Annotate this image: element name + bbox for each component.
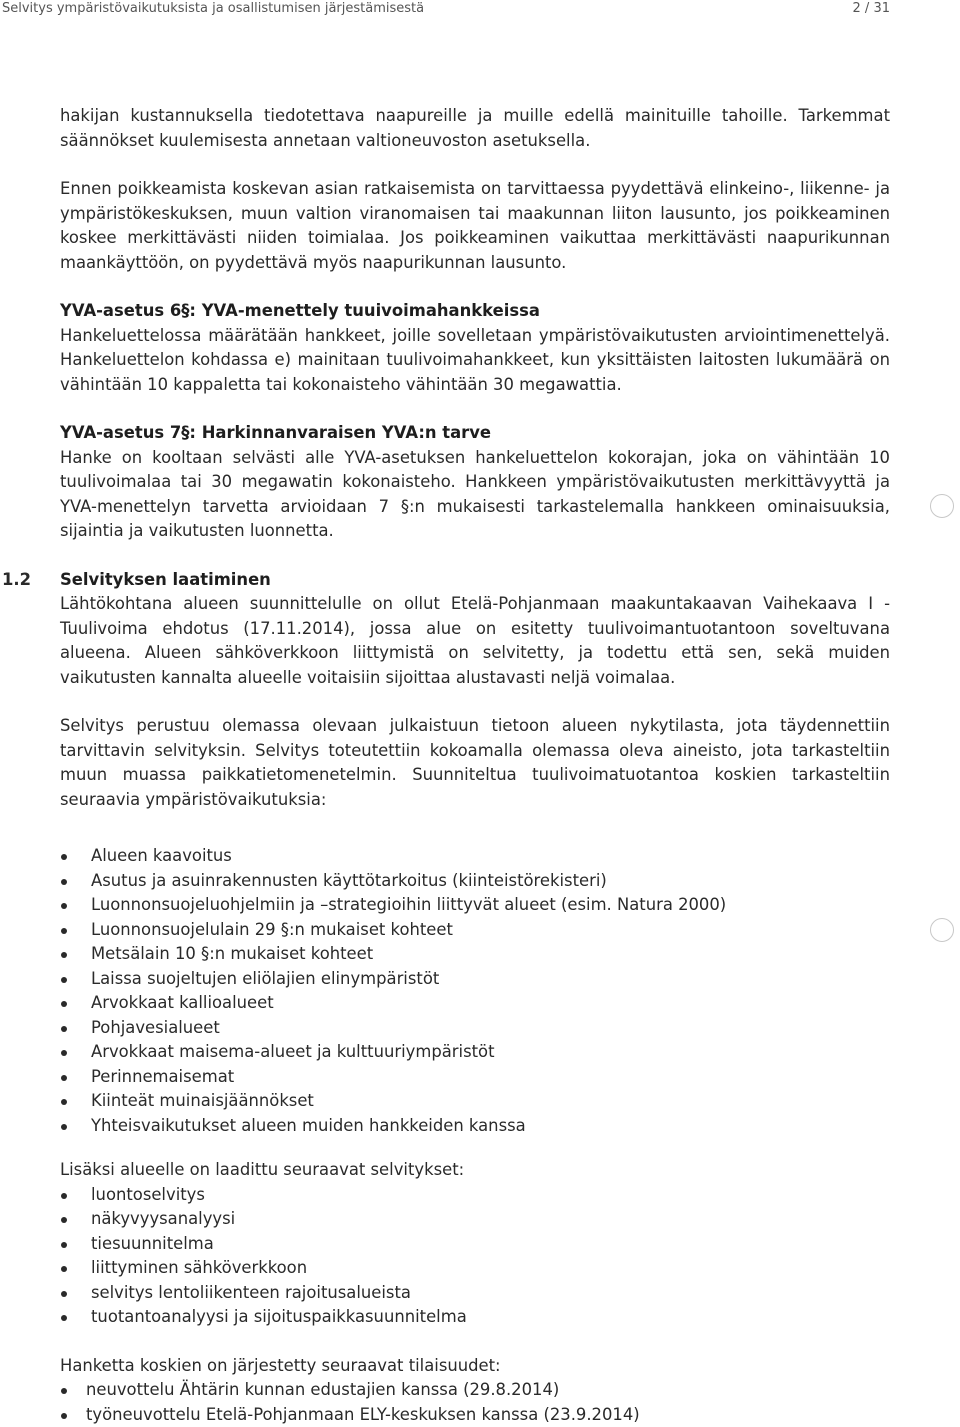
page-number: 2 / 31	[853, 1, 890, 16]
list-item: Yhteisvaikutukset alueen muiden hankkeiden kanssa	[60, 1114, 890, 1139]
section-1-2-body-1: Lähtökohtana alueen suunnittelulle on ollut Etelä-Pohjanmaan maakuntakaavan Vaihekaava I - Tuulivoima ehdotus (17.11.2014), jossa alue on esitetty tuulivoimantuotantoon soveltuvana alueena. Alueen sähköverkkoon liittymistä on selvitetty, ja todettu että sen, sekä muiden vaikutusten kannalta alueelle voitaisiin sijoittaa alustavasti neljä voimalaa.	[60, 592, 890, 690]
document-title: Selvitys ympäristövaikutuksista ja osallistumisen järjestämisestä	[2, 1, 424, 16]
list-item: Asutus ja asuinrakennusten käyttötarkoitus (kiinteistörekisteri)	[60, 869, 890, 894]
list-item: neuvottelu Ähtärin kunnan edustajien kanssa (29.8.2014)	[60, 1378, 890, 1403]
list-item: näkyvyysanalyysi	[60, 1207, 890, 1232]
page-header	[0, 0, 960, 22]
list-item: liittyminen sähköverkkoon	[60, 1256, 890, 1281]
list-item: työneuvottelu Etelä-Pohjanmaan ELY-keskuksen kanssa (23.9.2014)	[60, 1403, 890, 1427]
list-item: Kiinteät muinaisjäännökset	[60, 1089, 890, 1114]
list-item: luontoselvitys	[60, 1183, 890, 1208]
list-item: Metsälain 10 §:n mukaiset kohteet	[60, 942, 890, 967]
list-item: Perinnemaisemat	[60, 1065, 890, 1090]
impacts-list	[60, 844, 890, 1138]
surveys-intro: Lisäksi alueelle on laadittu seuraavat selvitykset:	[60, 1158, 890, 1183]
section-1-2-heading: Selvityksen laatiminen	[60, 570, 271, 589]
section-yva-6	[60, 299, 890, 397]
section-yva-6-heading: YVA-asetus 6§: YVA-menettely tuuivoimahankkeissa	[60, 299, 890, 324]
section-yva-7	[60, 421, 890, 544]
list-item: Arvokkaat kallioalueet	[60, 991, 890, 1016]
margin-marker-icon	[930, 918, 954, 942]
meetings-intro: Hanketta koskien on järjestetty seuraavat tilaisuudet:	[60, 1354, 890, 1379]
intro-paragraph: hakijan kustannuksella tiedotettava naapureille ja muille edellä mainituille tahoille. Tarkemmat säännökset kuulemisesta annetaan valtioneuvoston asetuksella.	[60, 104, 890, 153]
list-item: Luonnonsuojelulain 29 §:n mukaiset kohteet	[60, 918, 890, 943]
consultation-paragraph: Ennen poikkeamista koskevan asian ratkaisemista on tarvittaessa pyydettävä elinkeino-, liikenne- ja ympäristökeskuksen, muun valtion viranomaisen tai maakunnan liiton lausunto, jos poikkeaminen koskee merkittävästi niiden toimialaa. Jos poikkeaminen vaikuttaa merkittävästi naapurikunnan maankäyttöön, on pyydettävä myös naapurikunnan lausunto.	[60, 177, 890, 275]
list-item: Pohjavesialueet	[60, 1016, 890, 1041]
section-yva-7-heading: YVA-asetus 7§: Harkinnanvaraisen YVA:n tarve	[60, 421, 890, 446]
list-item: Alueen kaavoitus	[60, 844, 890, 869]
section-1-2	[60, 568, 890, 813]
section-1-2-body-2: Selvitys perustuu olemassa olevaan julkaistuun tietoon alueen nykytilasta, jota täydennettiin tarvittavin selvityksin. Selvitys toteutettiin kokoamalla olemassa oleva aineisto, jota tarkasteltiin muun muassa paikkatietomenetelmin. Suunniteltua tuulivoimatuotantoa koskien tarkasteltiin seuraavia ympäristövaikutuksia:	[60, 714, 890, 812]
list-item: tuotantoanalyysi ja sijoituspaikkasuunnitelma	[60, 1305, 890, 1330]
section-yva-7-body: Hanke on kooltaan selvästi alle YVA-asetuksen hankeluettelon kokorajan, joka on vähintään 10 tuulivoimalaa tai 30 megawatin kokonaisteho. Hankkeen ympäristövaikutusten merkittävyyttä ja YVA-menettelyn tarvetta arvioidaan 7 §:n mukaisesti tarkastelemalla hankkeen ominaisuuksia, sijaintia ja vaikutusten luonnetta.	[60, 446, 890, 544]
section-number: 1.2	[2, 568, 31, 593]
list-item: selvitys lentoliikenteen rajoitusalueista	[60, 1281, 890, 1306]
list-item: tiesuunnitelma	[60, 1232, 890, 1257]
list-item: Arvokkaat maisema-alueet ja kulttuuriympäristöt	[60, 1040, 890, 1065]
list-item: Laissa suojeltujen eliölajien elinympäristöt	[60, 967, 890, 992]
surveys-list	[60, 1183, 890, 1330]
margin-marker-icon	[930, 494, 954, 518]
meetings-list	[60, 1378, 890, 1427]
section-yva-6-body: Hankeluettelossa määrätään hankkeet, joille sovelletaan ympäristövaikutusten arviointimenettelyä. Hankeluettelon kohdassa e) mainitaan tuulivoimahankkeet, kun yksittäisten laitosten lukumäärä on vähintään 10 kappaletta tai kokonaisteho vähintään 30 megawattia.	[60, 324, 890, 398]
document-body	[60, 104, 890, 1427]
list-item: Luonnonsuojeluohjelmiin ja –strategioihin liittyvät alueet (esim. Natura 2000)	[60, 893, 890, 918]
